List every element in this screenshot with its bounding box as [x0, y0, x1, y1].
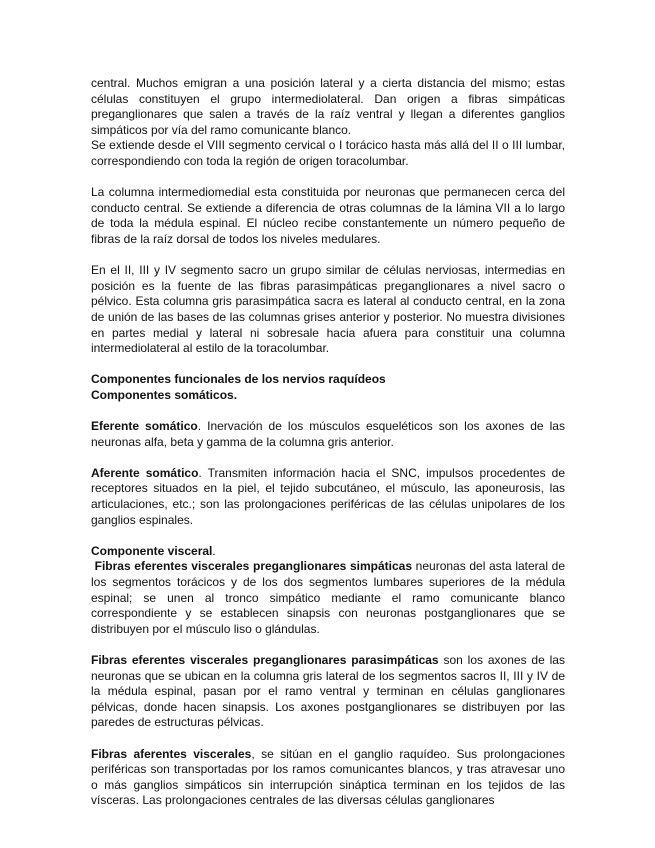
- text-simpaticas: neuronas del asta lateral de los segmentos torácicos y de los dos segmentos lumbares superiores de la médula espinal; se unen al tronco simpático mediante el ramo comunicante blanco correspondiente y se establecen sinapsis con neuronas postganglionares que se distribuyen por el músculo liso o glándulas.: [91, 559, 565, 636]
- heading-somatic-components: Componentes somáticos.: [91, 387, 238, 402]
- paragraph-simpaticas: [91, 559, 565, 637]
- paragraph-parasimpaticas: [91, 653, 565, 731]
- paragraph-intro-2: Se extiende desde el VIII segmento cervical o I torácico hasta más allá del II o III lumbar, correspondiendo con toda la región de origen toracolumbar.: [91, 138, 565, 168]
- document-page: [91, 76, 565, 809]
- paragraph-aferente-somatico: [91, 466, 565, 528]
- term-eferente-somatico: Eferente somático: [91, 419, 198, 434]
- heading-functional-components: Componentes funcionales de los nervios raquídeos: [91, 372, 386, 387]
- term-parasimpaticas: Fibras eferentes viscerales preganglionares parasimpáticas: [91, 652, 439, 667]
- text-aferente-somatico: . Transmiten información hacia el SNC, impulsos procedentes de receptores situados en la piel, el tejido subcutáneo, el músculo, las aponeurosis, las articulaciones, etc.; son las prolongaciones periféricas de las células unipolares de los ganglios espinales.: [91, 465, 565, 527]
- visceral-dot: .: [212, 543, 216, 558]
- paragraph-aferentes-viscerales: [91, 747, 565, 809]
- text-aferentes-viscerales: , se sitúan en el ganglio raquídeo. Sus prolongaciones periféricas son transportadas por los ramos comunicantes blancos, y tras atravesar uno o más ganglios simpáticos sin interrupción sináptica terminan en los tejidos de las vísceras. Las prolongaciones centrales de las diversas células ganglionares: [91, 746, 565, 808]
- term-aferente-somatico: Aferente somático: [91, 465, 199, 480]
- heading-componente-visceral: Componente visceral: [91, 543, 213, 558]
- paragraph-intro-1: central. Muchos emigran a una posición lateral y a cierta distancia del mismo; estas células constituyen el grupo intermediolateral. Dan origen a fibras simpáticas preganglionares que salen a través de la raíz ventral y llegan a diferentes ganglios simpáticos por vía del ramo comunicante blanco.: [91, 76, 565, 137]
- text-eferente-somatico: . Inervación de los músculos esqueléticos son los axones de las neuronas alfa, beta y gamma de la columna gris anterior.: [91, 419, 565, 449]
- paragraph-intermediomedial: La columna intermediomedial esta constituida por neuronas que permanecen cerca del conducto central. Se extiende a diferencia de otras columnas de la lámina VII a lo largo de toda la médula espinal. El núcleo recibe constantemente un número pequeño de fibras de la raíz dorsal de todos los niveles medulares.: [91, 185, 565, 246]
- paragraph-componente-visceral: [91, 544, 565, 560]
- term-aferentes-viscerales: Fibras aferentes viscerales: [91, 746, 252, 761]
- term-simpaticas: Fibras eferentes viscerales preganglionares simpáticas: [91, 559, 413, 574]
- paragraph-sacral-column: En el II, III y IV segmento sacro un grupo similar de células nerviosas, intermedias en posición es la fuente de las fibras parasimpáticas preganglionares a nivel sacro o pélvico. Esta columna gris parasimpática sacra es lateral al conducto central, en la zona de unión de las bases de las columnas grises anterior y posterior. No muestra divisiones en partes medial y lateral ni sobresale hacia afuera para constituir una columna intermediolateral al estilo de la toracolumbar.: [91, 263, 565, 356]
- text-parasimpaticas: son los axones de las neuronas que se ubican en la columna gris lateral de los segmentos sacros II, III y IV de la médula espinal, pasan por el ramo ventral y terminan en células ganglionares pélvicas, donde hacen sinapsis. Los axones postganglionares se distribuyen por las paredes de estructuras pélvicas.: [91, 652, 565, 730]
- paragraph-eferente-somatico: [91, 419, 565, 450]
